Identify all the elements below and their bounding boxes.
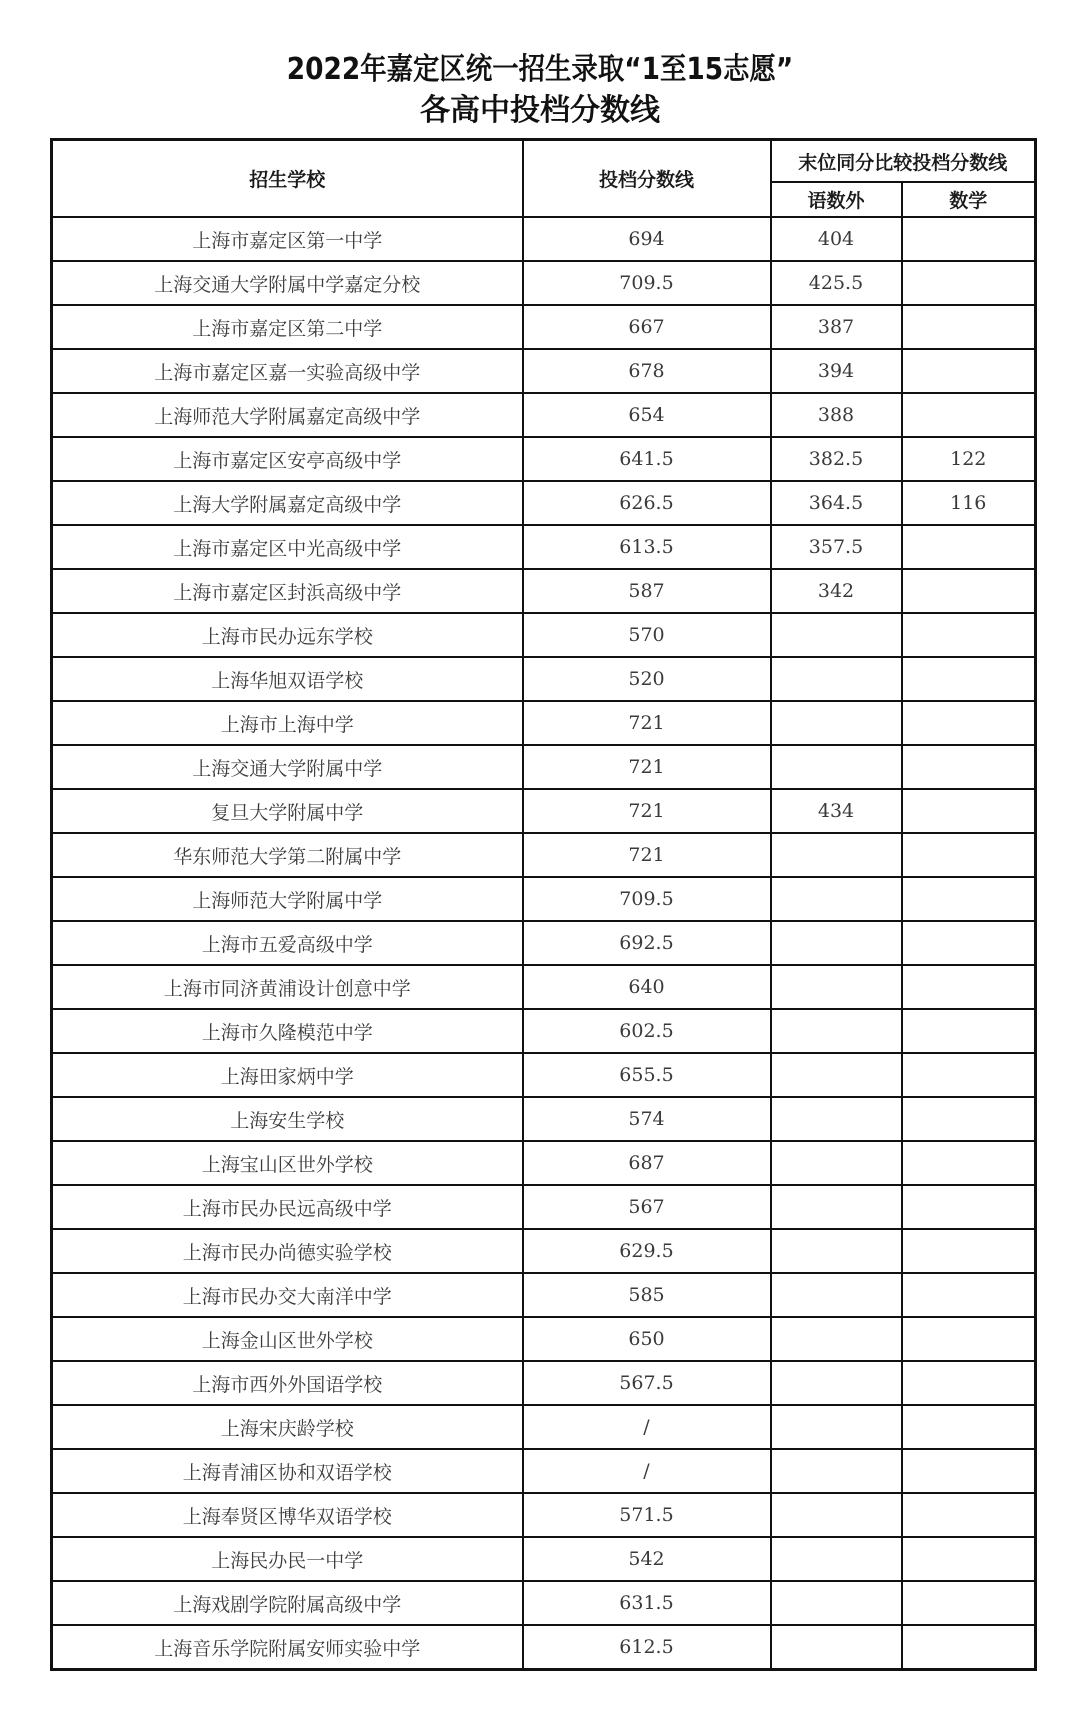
score-line-cell: 721: [523, 833, 771, 877]
score-line-cell: 602.5: [523, 1009, 771, 1053]
table-row: [52, 877, 1036, 921]
score-line-cell: 629.5: [523, 1229, 771, 1273]
table-body: [52, 217, 1036, 1670]
tiebreak-chinese-math-english-cell: [771, 877, 902, 921]
score-line-cell: 678: [523, 349, 771, 393]
school-cell: 上海金山区世外学校: [52, 1317, 523, 1361]
tiebreak-chinese-math-english-cell: [771, 1273, 902, 1317]
score-line-cell: 692.5: [523, 921, 771, 965]
table-row: [52, 569, 1036, 613]
school-cell: 上海师范大学附属嘉定高级中学: [52, 393, 523, 437]
score-line-cell: 631.5: [523, 1581, 771, 1625]
header-tiebreak-chinese-math-english: 语数外: [771, 182, 902, 217]
tiebreak-chinese-math-english-cell: [771, 1581, 902, 1625]
tiebreak-chinese-math-english-cell: 364.5: [771, 481, 902, 525]
table-row: [52, 1317, 1036, 1361]
score-line-cell: 542: [523, 1537, 771, 1581]
table-row: [52, 833, 1036, 877]
score-line-cell: 587: [523, 569, 771, 613]
school-cell: 上海音乐学院附属安师实验中学: [52, 1625, 523, 1670]
school-cell: 华东师范大学第二附属中学: [52, 833, 523, 877]
tiebreak-chinese-math-english-cell: [771, 1361, 902, 1405]
tiebreak-math-cell: [902, 965, 1036, 1009]
school-cell: 上海大学附属嘉定高级中学: [52, 481, 523, 525]
tiebreak-math-cell: [902, 833, 1036, 877]
table-row: [52, 1537, 1036, 1581]
school-cell: 上海市五爱高级中学: [52, 921, 523, 965]
school-cell: 上海宝山区世外学校: [52, 1141, 523, 1185]
score-line-cell: 709.5: [523, 877, 771, 921]
tiebreak-math-cell: [902, 1317, 1036, 1361]
table-row: [52, 1405, 1036, 1449]
school-cell: 上海宋庆龄学校: [52, 1405, 523, 1449]
table-row: [52, 1449, 1036, 1493]
tiebreak-chinese-math-english-cell: [771, 1537, 902, 1581]
school-cell: 复旦大学附属中学: [52, 789, 523, 833]
tiebreak-chinese-math-english-cell: [771, 1625, 902, 1670]
tiebreak-chinese-math-english-cell: [771, 1097, 902, 1141]
score-line-cell: 687: [523, 1141, 771, 1185]
tiebreak-math-cell: [902, 1581, 1036, 1625]
tiebreak-math-cell: [902, 1053, 1036, 1097]
tiebreak-chinese-math-english-cell: [771, 701, 902, 745]
school-cell: 上海民办民一中学: [52, 1537, 523, 1581]
tiebreak-chinese-math-english-cell: [771, 657, 902, 701]
tiebreak-chinese-math-english-cell: [771, 1493, 902, 1537]
header-score-line: 投档分数线: [523, 140, 771, 218]
tiebreak-math-cell: [902, 877, 1036, 921]
school-cell: 上海市民办远东学校: [52, 613, 523, 657]
tiebreak-chinese-math-english-cell: [771, 965, 902, 1009]
school-cell: 上海市嘉定区第一中学: [52, 217, 523, 261]
tiebreak-chinese-math-english-cell: 388: [771, 393, 902, 437]
tiebreak-math-cell: [902, 1405, 1036, 1449]
school-cell: 上海市嘉定区第二中学: [52, 305, 523, 349]
tiebreak-math-cell: [902, 1537, 1036, 1581]
document-title-line-2: 各高中投档分数线: [420, 93, 660, 128]
table-row: [52, 1625, 1036, 1670]
score-line-cell: 567: [523, 1185, 771, 1229]
school-cell: 上海师范大学附属中学: [52, 877, 523, 921]
score-line-cell: 626.5: [523, 481, 771, 525]
tiebreak-chinese-math-english-cell: [771, 1229, 902, 1273]
tiebreak-math-cell: [902, 261, 1036, 305]
school-cell: 上海市嘉定区中光高级中学: [52, 525, 523, 569]
table-row: [52, 1053, 1036, 1097]
tiebreak-math-cell: 116: [902, 481, 1036, 525]
school-cell: 上海奉贤区博华双语学校: [52, 1493, 523, 1537]
table-row: [52, 745, 1036, 789]
school-cell: 上海市久隆模范中学: [52, 1009, 523, 1053]
tiebreak-chinese-math-english-cell: 342: [771, 569, 902, 613]
score-line-cell: 520: [523, 657, 771, 701]
tiebreak-math-cell: [902, 1625, 1036, 1670]
tiebreak-chinese-math-english-cell: [771, 833, 902, 877]
school-cell: 上海交通大学附属中学嘉定分校: [52, 261, 523, 305]
table-row: [52, 789, 1036, 833]
school-cell: 上海戏剧学院附属高级中学: [52, 1581, 523, 1625]
tiebreak-math-cell: [902, 1141, 1036, 1185]
table-row: [52, 305, 1036, 349]
table-row: [52, 1009, 1036, 1053]
tiebreak-math-cell: 122: [902, 437, 1036, 481]
header-school: 招生学校: [52, 140, 523, 218]
table-row: [52, 481, 1036, 525]
tiebreak-chinese-math-english-cell: 425.5: [771, 261, 902, 305]
school-cell: 上海市民办交大南洋中学: [52, 1273, 523, 1317]
school-cell: 上海安生学校: [52, 1097, 523, 1141]
tiebreak-math-cell: [902, 1493, 1036, 1537]
table-row: [52, 1097, 1036, 1141]
tiebreak-math-cell: [902, 1009, 1036, 1053]
score-line-cell: /: [523, 1449, 771, 1493]
school-cell: 上海市上海中学: [52, 701, 523, 745]
score-line-cell: 654: [523, 393, 771, 437]
school-cell: 上海市嘉定区嘉一实验高级中学: [52, 349, 523, 393]
tiebreak-math-cell: [902, 525, 1036, 569]
table-row: [52, 701, 1036, 745]
school-cell: 上海市民办尚德实验学校: [52, 1229, 523, 1273]
table-row: [52, 1229, 1036, 1273]
score-line-cell: 650: [523, 1317, 771, 1361]
tiebreak-math-cell: [902, 1097, 1036, 1141]
tiebreak-math-cell: [902, 745, 1036, 789]
tiebreak-math-cell: [902, 305, 1036, 349]
tiebreak-chinese-math-english-cell: [771, 1009, 902, 1053]
score-line-cell: 709.5: [523, 261, 771, 305]
tiebreak-math-cell: [902, 1449, 1036, 1493]
tiebreak-chinese-math-english-cell: 404: [771, 217, 902, 261]
header-tiebreak-group: 末位同分比较投档分数线: [771, 140, 1036, 183]
tiebreak-chinese-math-english-cell: 357.5: [771, 525, 902, 569]
score-line-cell: 612.5: [523, 1625, 771, 1670]
score-line-cell: 585: [523, 1273, 771, 1317]
tiebreak-chinese-math-english-cell: 382.5: [771, 437, 902, 481]
tiebreak-chinese-math-english-cell: [771, 745, 902, 789]
table-row: [52, 1273, 1036, 1317]
score-line-cell: 570: [523, 613, 771, 657]
tiebreak-math-cell: [902, 1361, 1036, 1405]
score-line-cell: 721: [523, 789, 771, 833]
tiebreak-chinese-math-english-cell: [771, 1141, 902, 1185]
tiebreak-chinese-math-english-cell: 394: [771, 349, 902, 393]
tiebreak-math-cell: [902, 1185, 1036, 1229]
score-line-cell: 694: [523, 217, 771, 261]
tiebreak-math-cell: [902, 1229, 1036, 1273]
score-line-cell: 667: [523, 305, 771, 349]
school-cell: 上海田家炳中学: [52, 1053, 523, 1097]
table-row: [52, 613, 1036, 657]
table-row: [52, 1581, 1036, 1625]
score-line-cell: 613.5: [523, 525, 771, 569]
tiebreak-chinese-math-english-cell: [771, 1405, 902, 1449]
score-line-cell: 721: [523, 745, 771, 789]
tiebreak-chinese-math-english-cell: [771, 921, 902, 965]
score-line-cell: 574: [523, 1097, 771, 1141]
school-cell: 上海市同济黄浦设计创意中学: [52, 965, 523, 1009]
tiebreak-chinese-math-english-cell: [771, 1317, 902, 1361]
school-cell: 上海市嘉定区封浜高级中学: [52, 569, 523, 613]
tiebreak-chinese-math-english-cell: 434: [771, 789, 902, 833]
score-line-cell: 567.5: [523, 1361, 771, 1405]
tiebreak-chinese-math-english-cell: 387: [771, 305, 902, 349]
score-line-cell: 721: [523, 701, 771, 745]
score-line-cell: 655.5: [523, 1053, 771, 1097]
score-line-cell: 571.5: [523, 1493, 771, 1537]
score-line-cell: 640: [523, 965, 771, 1009]
school-cell: 上海青浦区协和双语学校: [52, 1449, 523, 1493]
school-cell: 上海市西外外国语学校: [52, 1361, 523, 1405]
table-row: [52, 525, 1036, 569]
tiebreak-math-cell: [902, 657, 1036, 701]
table-row: [52, 393, 1036, 437]
admission-score-table: [50, 138, 1037, 1671]
table-row: [52, 1141, 1036, 1185]
tiebreak-math-cell: [902, 921, 1036, 965]
header-tiebreak-math: 数学: [902, 182, 1036, 217]
table-row: [52, 1185, 1036, 1229]
tiebreak-math-cell: [902, 569, 1036, 613]
tiebreak-math-cell: [902, 613, 1036, 657]
school-cell: 上海市民办民远高级中学: [52, 1185, 523, 1229]
score-line-cell: 641.5: [523, 437, 771, 481]
tiebreak-math-cell: [902, 393, 1036, 437]
tiebreak-math-cell: [902, 349, 1036, 393]
table-row: [52, 1361, 1036, 1405]
table-row: [52, 965, 1036, 1009]
tiebreak-math-cell: [902, 701, 1036, 745]
table-row: [52, 349, 1036, 393]
school-cell: 上海华旭双语学校: [52, 657, 523, 701]
tiebreak-chinese-math-english-cell: [771, 1185, 902, 1229]
tiebreak-chinese-math-english-cell: [771, 1449, 902, 1493]
document-title-line-1: 2022年嘉定区统一招生录取“1至15志愿”: [286, 52, 794, 87]
table-row: [52, 261, 1036, 305]
tiebreak-chinese-math-english-cell: [771, 1053, 902, 1097]
table-row: [52, 1493, 1036, 1537]
tiebreak-math-cell: [902, 1273, 1036, 1317]
school-cell: 上海交通大学附属中学: [52, 745, 523, 789]
table-row: [52, 657, 1036, 701]
score-line-cell: /: [523, 1405, 771, 1449]
tiebreak-math-cell: [902, 789, 1036, 833]
tiebreak-chinese-math-english-cell: [771, 613, 902, 657]
table-row: [52, 437, 1036, 481]
tiebreak-math-cell: [902, 217, 1036, 261]
school-cell: 上海市嘉定区安亭高级中学: [52, 437, 523, 481]
table-row: [52, 921, 1036, 965]
table-row: [52, 217, 1036, 261]
